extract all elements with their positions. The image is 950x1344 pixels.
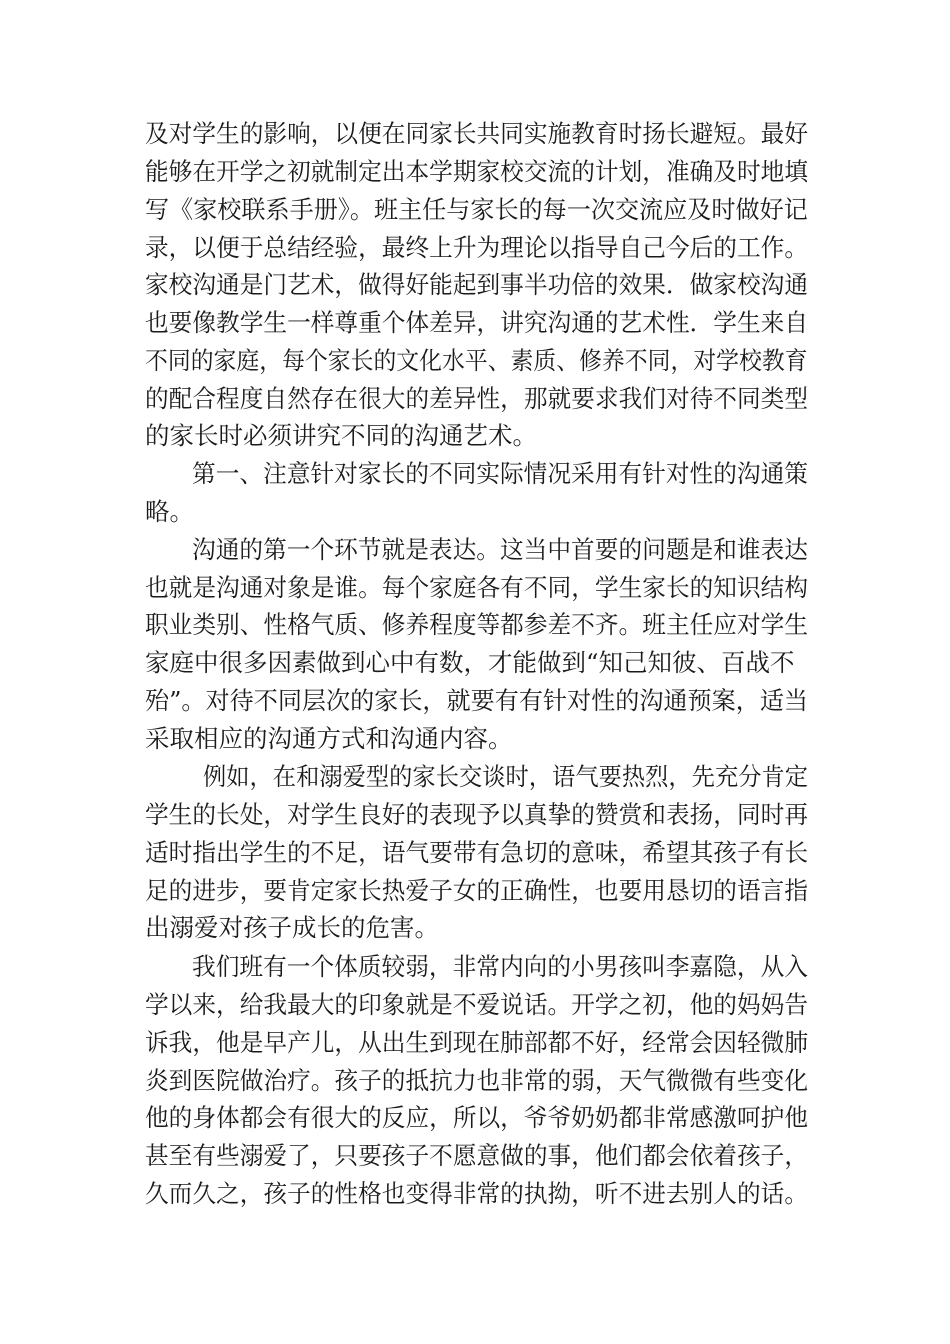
text-line: 不同的家庭，每个家长的文化水平、素质、修养不同，对学校教育	[145, 346, 808, 375]
text-line: 诉我，他是早产儿，从出生到现在肺部都不好，经常会因轻微肺	[145, 1028, 809, 1057]
text-line: 能够在开学之初就制定出本学期家校交流的计划，准确及时地填	[145, 157, 809, 186]
text-line: 沟通的第一个环节就是表达。这当中首要的问题是和谁表达	[192, 535, 808, 564]
text-line: 学生的长处，对学生良好的表现予以真挚的赞赏和表扬，同时再	[145, 800, 809, 829]
text-line: 我们班有一个体质较弱，非常内向的小男孩叫李嘉隐，从入	[192, 952, 808, 981]
text-line: 的配合程度自然存在很大的差异性，那就要求我们对待不同类型	[145, 384, 809, 413]
text-line: 久而久之，孩子的性格也变得非常的执拗，听不进去别人的话。	[145, 1179, 809, 1208]
text-line: 也要像教学生一样尊重个体差异，讲究沟通的艺术性．学生来自	[145, 308, 809, 337]
text-line: 家庭中很多因素做到心中有数，才能做到“知己知彼、百战不	[145, 648, 795, 677]
text-line: 例如，在和溺爱型的家长交谈时，语气要热烈，先充分肯定	[203, 762, 809, 791]
text-line: 及对学生的影响，以便在同家长共同实施教育时扬长避短。最好	[145, 119, 809, 148]
text-line: 家校沟通是门艺术，做得好能起到事半功倍的效果．做家校沟通	[145, 270, 809, 299]
text-line: 炎到医院做治疗。孩子的抵抗力也非常的弱，天气微微有些变化	[145, 1066, 809, 1095]
text-line: 录，以便于总结经验，最终上升为理论以指导自己今后的工作。	[145, 233, 809, 262]
text-line: 甚至有些溺爱了，只要孩子不愿意做的事，他们都会依着孩子，	[145, 1141, 809, 1170]
section-heading-continued: 略。	[145, 497, 194, 526]
text-line: 足的进步，要肯定家长热爱子女的正确性，也要用恳切的语言指	[145, 876, 809, 905]
text-line: 学以来，给我最大的印象就是不爱说话。开学之初，他的妈妈告	[145, 990, 809, 1019]
text-line: 也就是沟通对象是谁。每个家庭各有不同，学生家长的知识结构	[145, 573, 809, 602]
text-line: 职业类别、性格气质、修养程度等都参差不齐。班主任应对学生	[145, 610, 809, 639]
text-line: 殆”。对待不同层次的家长，就要有有针对性的沟通预案，适当	[145, 686, 809, 715]
section-heading: 第一、注意针对家长的不同实际情况采用有针对性的沟通策	[192, 459, 808, 488]
text-line: 采取相应的沟通方式和沟通内容。	[145, 724, 513, 753]
text-line: 的家长时必须讲究不同的沟通艺术。	[145, 421, 537, 450]
text-line: 写《家校联系手册》。班主任与家长的每一次交流应及时做好记	[145, 195, 808, 224]
text-line: 适时指出学生的不足，语气要带有急切的意味，希望其孩子有长	[145, 838, 809, 867]
text-line: 出溺爱对孩子成长的危害。	[145, 913, 439, 942]
text-line: 他的身体都会有很大的反应，所以，爷爷奶奶都非常感激呵护他	[145, 1103, 809, 1132]
